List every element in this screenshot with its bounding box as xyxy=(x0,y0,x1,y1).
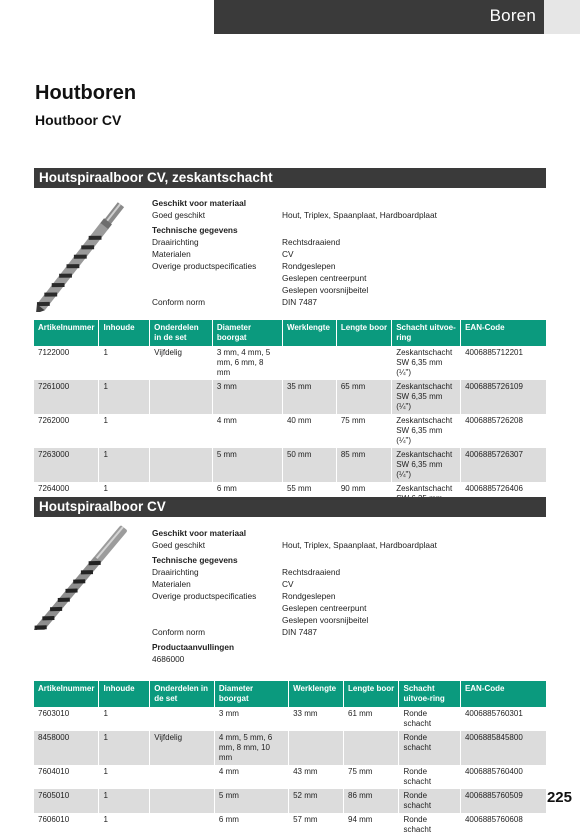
table-cell: 4006885760400 xyxy=(460,765,546,789)
table-cell: Zeskantschacht SW 6,35 mm (¼") xyxy=(392,380,461,414)
table-cell: 4006885760301 xyxy=(460,707,546,731)
other-specs-label: Overige productspecificaties xyxy=(152,591,257,601)
table-cell xyxy=(150,414,213,448)
material-heading: Geschikt voor materiaal xyxy=(152,198,247,208)
column-header: Inhoude xyxy=(99,681,150,707)
table-cell: Zeskantschacht SW 6,35 mm (¼") xyxy=(392,414,461,448)
table-cell: 4006885760608 xyxy=(460,813,546,837)
table-cell: 4 mm xyxy=(212,414,282,448)
other-spec-value: Geslepen centreerpunt xyxy=(282,273,367,283)
table-cell: 94 mm xyxy=(344,813,399,837)
table-cell: 6 mm xyxy=(212,482,282,516)
column-header: Schacht uitvoe-ring xyxy=(392,320,461,346)
table-cell xyxy=(150,765,215,789)
table-cell: Ronde schacht xyxy=(399,789,460,813)
tech-heading: Technische gegevens xyxy=(152,225,238,235)
table-cell xyxy=(150,813,215,837)
table-cell: 33 mm xyxy=(289,707,344,731)
column-header: Lengte boor xyxy=(344,681,399,707)
norm-label: Conform norm xyxy=(152,297,206,307)
table-cell: 1 xyxy=(99,731,150,765)
suitable-label: Goed geschikt xyxy=(152,210,206,220)
page-title: Houtboren xyxy=(35,82,137,104)
column-header: Lengte boor xyxy=(336,320,391,346)
section-2-title: Houtspiraalboor CV xyxy=(39,499,166,514)
table-cell: 5 mm xyxy=(214,789,288,813)
table-cell: 85 mm xyxy=(336,448,391,482)
table-cell: 55 mm xyxy=(282,482,336,516)
table-cell: 50 mm xyxy=(282,448,336,482)
other-spec-value: Geslepen voorsnijbeitel xyxy=(282,615,369,625)
table-cell: 1 xyxy=(99,482,150,516)
section-1-title: Houtspiraalboor CV, zeskantschacht xyxy=(39,170,273,185)
table-row xyxy=(34,707,546,731)
table-cell: 1 xyxy=(99,448,150,482)
table-cell: 7264000 xyxy=(38,484,70,493)
supplement-value: 4686000 xyxy=(152,654,185,664)
table-row xyxy=(34,414,546,448)
other-spec-value: Rondgeslepen xyxy=(282,591,336,601)
table-cell: 7263000 xyxy=(34,448,99,482)
table-cell: 6 mm xyxy=(214,813,288,837)
material-heading: Geschikt voor materiaal xyxy=(152,528,247,538)
table-cell: 43 mm xyxy=(289,765,344,789)
column-header: Artikelnummer xyxy=(34,320,99,346)
column-header: Onderdelen in de set xyxy=(150,320,213,346)
table-cell: 1 xyxy=(99,765,150,789)
table-row xyxy=(34,789,546,813)
table-cell: 3 mm xyxy=(214,707,288,731)
table-cell xyxy=(150,789,215,813)
hex-shank-drill-image xyxy=(34,192,134,312)
suitable-value: Hout, Triplex, Spaanplaat, Hardboardplaat xyxy=(282,540,437,550)
suitable-label: Goed geschikt xyxy=(152,540,206,550)
column-header: Werklengte xyxy=(282,320,336,346)
category-title: Boren xyxy=(489,6,536,25)
table-cell: Zeskantschacht SW 6,35 mm (¼") xyxy=(392,346,461,380)
table-cell: 7261000 xyxy=(34,380,99,414)
table-header-row xyxy=(34,320,546,346)
table-cell: 4006885726307 xyxy=(461,448,546,482)
column-header: Schacht uitvoe-ring xyxy=(399,681,460,707)
column-header: Diameter boorgat xyxy=(214,681,288,707)
table-cell: 4006885726208 xyxy=(461,414,546,448)
table-cell xyxy=(289,731,344,765)
table-cell: 40 mm xyxy=(282,414,336,448)
table-cell: Zeskantschacht SW 6,35 mm (¼") xyxy=(392,448,461,482)
table-cell: 61 mm xyxy=(344,707,399,731)
table-cell: 1 xyxy=(99,380,150,414)
column-header: Werklengte xyxy=(289,681,344,707)
other-spec-value: Geslepen centreerpunt xyxy=(282,603,367,613)
suitable-value: Hout, Triplex, Spaanplaat, Hardboardplaat xyxy=(282,210,437,220)
direction-label: Draairichting xyxy=(152,567,199,577)
table-cell: 1 xyxy=(99,707,150,731)
table-cell: 3 mm xyxy=(212,380,282,414)
column-header: Onderdelen in de set xyxy=(150,681,215,707)
table-cell: 65 mm xyxy=(336,380,391,414)
table-cell: 5 mm xyxy=(212,448,282,482)
table-cell xyxy=(150,448,213,482)
table-cell: 4006885712201 xyxy=(461,346,546,380)
table-cell xyxy=(150,707,215,731)
table-cell: 7603010 xyxy=(38,709,70,718)
table-cell: Ronde schacht xyxy=(399,813,460,837)
column-header: Diameter boorgat xyxy=(212,320,282,346)
table-cell: 90 mm xyxy=(336,482,391,516)
table-cell: 8458000 xyxy=(34,731,99,765)
table-header-row xyxy=(34,681,546,707)
round-shank-drill-image xyxy=(34,520,134,630)
table-cell: 75 mm xyxy=(336,414,391,448)
table-row xyxy=(34,731,546,765)
table-cell: 35 mm xyxy=(282,380,336,414)
norm-value: DIN 7487 xyxy=(282,627,318,637)
materials-value: CV xyxy=(282,579,294,589)
table-cell: 75 mm xyxy=(344,765,399,789)
category-header-bar xyxy=(214,0,544,34)
norm-value: DIN 7487 xyxy=(282,297,318,307)
section-2-title-bar xyxy=(34,497,546,517)
table-cell xyxy=(282,346,336,380)
table-cell: 7122000 xyxy=(38,348,70,357)
table-cell: 1 xyxy=(99,414,150,448)
table-cell: 1 xyxy=(99,789,150,813)
table-cell xyxy=(336,346,391,380)
header-accent-block xyxy=(544,0,580,34)
materials-label: Materialen xyxy=(152,579,191,589)
other-spec-value: Rondgeslepen xyxy=(282,261,336,271)
page-subtitle: Houtboor CV xyxy=(35,112,122,128)
section-2-product-table xyxy=(34,681,546,837)
tech-heading: Technische gegevens xyxy=(152,555,238,565)
other-spec-value: Geslepen voorsnijbeitel xyxy=(282,285,369,295)
table-cell: 1 xyxy=(99,346,150,380)
table-cell: 86 mm xyxy=(344,789,399,813)
table-cell: Ronde schacht xyxy=(399,731,460,765)
table-row xyxy=(34,813,546,837)
table-cell: 7606010 xyxy=(38,815,70,824)
table-cell: 57 mm xyxy=(289,813,344,837)
table-cell: 1 xyxy=(99,813,150,837)
table-cell: 7604010 xyxy=(38,767,70,776)
page-number: 225 xyxy=(546,789,572,806)
materials-label: Materialen xyxy=(152,249,191,259)
table-row xyxy=(34,448,546,482)
table-cell xyxy=(150,380,213,414)
section-1-product-table xyxy=(34,320,546,516)
column-header: EAN-Code xyxy=(460,681,546,707)
table-cell: 4006885845800 xyxy=(460,731,546,765)
table-cell: 4006885726406 xyxy=(461,482,546,516)
materials-value: CV xyxy=(282,249,294,259)
table-cell: 52 mm xyxy=(289,789,344,813)
table-row xyxy=(34,346,546,380)
direction-value: Rechtsdraaiend xyxy=(282,237,341,247)
table-cell: Zeskantschacht xyxy=(392,482,461,516)
direction-value: Rechtsdraaiend xyxy=(282,567,341,577)
table-cell: 4 mm xyxy=(214,765,288,789)
table-cell: Vijfdelig xyxy=(150,346,213,380)
table-cell: 3 mm, 4 mm, 5 mm, 6 mm, 8 mm xyxy=(212,346,282,380)
table-row xyxy=(34,380,546,414)
supplement-heading: Productaanvullingen xyxy=(152,642,235,652)
direction-label: Draairichting xyxy=(152,237,199,247)
norm-label: Conform norm xyxy=(152,627,206,637)
table-cell: 4006885760509 xyxy=(460,789,546,813)
other-specs-label: Overige productspecificaties xyxy=(152,261,257,271)
table-cell: Vijfdelig xyxy=(150,731,215,765)
table-row xyxy=(34,765,546,789)
table-cell: Ronde schacht xyxy=(399,765,460,789)
column-header: Artikelnummer xyxy=(34,681,99,707)
column-header: Inhoude xyxy=(99,320,150,346)
table-cell xyxy=(344,731,399,765)
table-cell: 4006885726109 xyxy=(461,380,546,414)
table-cell: 7605010 xyxy=(34,789,99,813)
section-1-title-bar xyxy=(34,168,546,188)
table-cell: 4 mm, 5 mm, 6 mm, 8 mm, 10 mm xyxy=(214,731,288,765)
table-cell: 7262000 xyxy=(38,416,70,425)
column-header: EAN-Code xyxy=(461,320,546,346)
table-cell: Ronde schacht xyxy=(399,707,460,731)
